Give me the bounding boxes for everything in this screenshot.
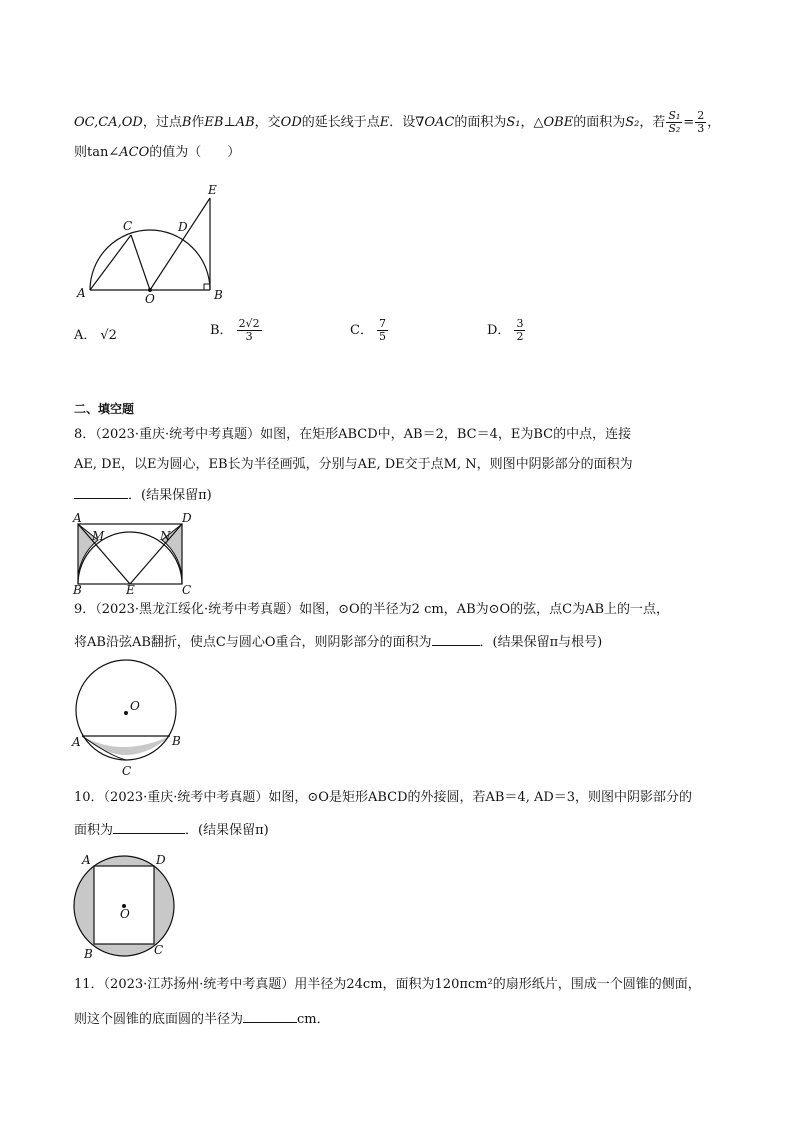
q9-label-o: O	[130, 699, 140, 713]
choice-value: √2	[100, 328, 117, 343]
q8-label-d: D	[182, 512, 192, 525]
q8-line3	[74, 486, 212, 505]
q7-label-b: B	[214, 288, 223, 302]
q10-line2	[74, 821, 269, 840]
q8-label-e: E	[126, 583, 135, 596]
choice-letter: A．	[74, 328, 97, 343]
q9-label-c: C	[122, 764, 132, 778]
choice-letter: C．	[350, 323, 373, 338]
choice-c-fraction	[377, 318, 388, 343]
answer-blank[interactable]	[432, 633, 480, 646]
q7-label-a: A	[77, 286, 86, 300]
q7-text: 的值为（ ）	[149, 145, 241, 160]
q9-label-a: A	[72, 735, 81, 749]
q7-label-d: D	[178, 220, 188, 234]
q7-text: S₂	[625, 115, 640, 130]
q7-fraction-value	[695, 110, 706, 135]
q8-text: ．(结果保留π)	[128, 488, 212, 503]
q7-line1	[74, 110, 720, 135]
q11-text: 则这个圆锥的底面圆的半径为	[74, 1012, 244, 1027]
choice-b-fraction	[237, 318, 262, 343]
q8-label-m: M	[92, 529, 105, 543]
q7-text: OC,CA,OD	[74, 115, 143, 130]
q7-text: 的面积为	[573, 115, 626, 130]
q9-circle	[76, 660, 176, 760]
q7-fraction-s	[666, 110, 682, 135]
q7-text: ，交	[254, 115, 281, 130]
q8-figure	[70, 512, 198, 596]
q7-text: EB⊥AB	[204, 115, 255, 130]
q7-line2	[74, 144, 240, 162]
q11-line2	[74, 1010, 330, 1029]
answer-blank[interactable]	[243, 1010, 297, 1023]
q7-segment-co	[131, 235, 150, 290]
q10-label-o: O	[120, 907, 130, 921]
q7-text: 作	[191, 115, 205, 130]
choice-c[interactable]	[350, 318, 389, 343]
q10-text: ．(结果保留π)	[185, 823, 269, 838]
fraction-denominator: 5	[378, 330, 386, 343]
q10-label-c: C	[154, 943, 164, 957]
section-title: 二、填空题	[74, 402, 135, 416]
choice-a[interactable]	[74, 324, 117, 343]
fraction-denominator: 2	[516, 330, 524, 343]
q9-figure	[70, 656, 190, 778]
q7-text: OD	[280, 115, 302, 130]
q8-label-a: A	[73, 512, 82, 525]
q8-label-b: B	[73, 583, 82, 596]
q9-text: ．(结果保留π与根号)	[479, 635, 603, 650]
q7-text: S₁	[506, 115, 521, 130]
choice-d[interactable]	[487, 318, 526, 343]
q7-text: ，过点	[142, 115, 182, 130]
choice-letter: B．	[210, 323, 233, 338]
q7-text: ．设∇	[389, 115, 425, 130]
q7-text: B	[181, 115, 192, 130]
answer-blank[interactable]	[74, 486, 128, 499]
q7-text: OBE	[543, 115, 574, 130]
q7-segment-oe	[150, 198, 210, 290]
q7-text: 的延长线于点	[301, 115, 380, 130]
q11-text: cm．	[297, 1012, 330, 1027]
choice-d-fraction	[514, 318, 525, 343]
q7-text: 则tan∠	[74, 145, 120, 160]
fraction-denominator: 3	[245, 330, 253, 343]
fraction-denominator: 3	[697, 122, 705, 135]
q9-label-b: B	[172, 734, 181, 748]
q7-label-o: O	[145, 292, 155, 305]
q7-text: 的面积为	[454, 115, 507, 130]
q7-text: ，△	[520, 115, 544, 130]
q7-text: ，若	[639, 115, 666, 130]
answer-blank[interactable]	[113, 821, 185, 834]
fraction-denominator: S₂	[668, 122, 681, 135]
q7-label-c: C	[123, 219, 133, 233]
q7-text: OAC	[424, 115, 455, 130]
q8-label-n: N	[160, 529, 171, 543]
q8-line1: 8．（2023·重庆·统考中考真题）如图，在矩形ABCD中，AB＝2，BC＝4，E为BC的中点，连接	[74, 427, 632, 442]
q8-line2: AE, DE，以E为圆心，EB长为半径画弧，分别与AE, DE交于点M, N，则图中阴影部分的面积为	[74, 457, 633, 472]
q11-line1: 11．（2023·江苏扬州·统考中考真题）用半径为24cm，面积为120πcm²的扇形纸片，围成一个圆锥的侧面，	[74, 977, 701, 992]
q8-label-c: C	[182, 583, 192, 596]
q10-label-b: B	[84, 947, 93, 961]
fraction-numerator: S₁	[668, 109, 681, 122]
q9-text: 将AB沿弦AB翻折，使点C与圆心O重合，则阴影部分的面积为	[74, 635, 432, 650]
q9-center-dot	[124, 711, 128, 715]
fraction-numerator: 2	[697, 109, 705, 122]
fraction-numerator: 7	[378, 317, 386, 330]
q10-line1: 10．（2023·重庆·统考中考真题）如图，⊙O是矩形ABCD的外接圆，若AB＝4, AD＝3，则图中阴影部分的	[74, 790, 693, 805]
q10-label-a: A	[82, 853, 91, 867]
q9-line1: 9．（2023·黑龙江绥化·统考中考真题）如图，⊙O的半径为2 cm，AB为⊙O的弦，点C为AB上的一点，	[74, 602, 670, 617]
q7-figure	[70, 180, 230, 305]
q7-text: ，	[707, 115, 721, 130]
q10-figure	[70, 850, 182, 962]
q7-semicircle	[90, 230, 210, 290]
q7-text: E	[379, 115, 390, 130]
q7-right-angle-mark	[204, 284, 210, 290]
equals-sign: =	[683, 115, 695, 130]
fraction-numerator: 3	[516, 317, 524, 330]
q10-text: 面积为	[74, 823, 114, 838]
choice-letter: D．	[487, 323, 511, 338]
choice-b[interactable]	[210, 318, 263, 343]
q9-line2	[74, 633, 602, 652]
fraction-numerator: 2√2	[238, 317, 260, 330]
q7-label-e: E	[208, 183, 217, 197]
q7-text: ACO	[119, 145, 150, 160]
q10-label-d: D	[156, 853, 166, 867]
